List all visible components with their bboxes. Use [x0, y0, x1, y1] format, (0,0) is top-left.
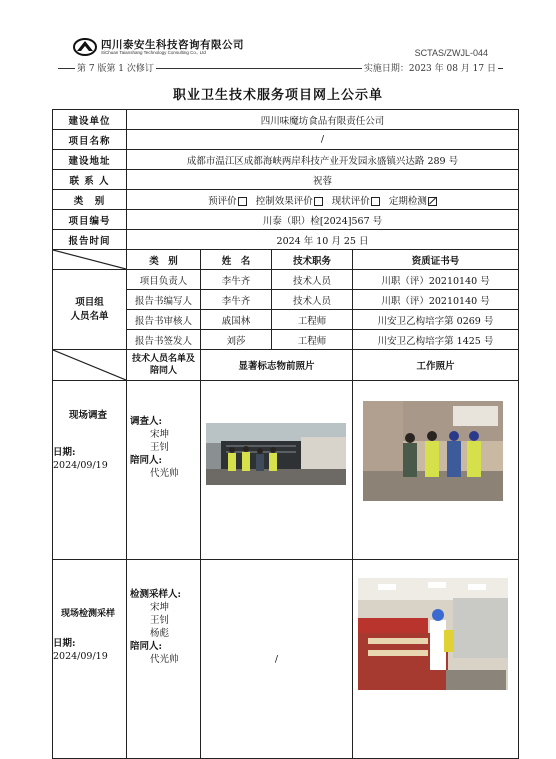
team-header-row [53, 250, 519, 270]
work-photo-header: 工作照片 [353, 350, 519, 381]
member-name: 刘莎 [201, 330, 272, 350]
unit-value: 四川味魔坊食品有限责任公司 [127, 110, 519, 130]
member-cert: 川职（评）20210140 号 [353, 270, 519, 290]
checkbox-control-evaluation[interactable] [314, 197, 323, 206]
survey-work-photo [363, 401, 503, 501]
investigator-label: 调查人: [130, 416, 163, 427]
edition-text: 第 7 版第 1 次修订 [75, 61, 156, 74]
sampling-date: 2024/09/19 [53, 651, 108, 662]
option-status-evaluation: 现状评价 [331, 195, 370, 207]
contact-value: 祝蓉 [127, 170, 519, 190]
survey-landmark-photo [206, 423, 346, 485]
team-row [53, 270, 519, 290]
sampling-work-photo-cell [353, 560, 519, 759]
team-header-role: 类 别 [127, 250, 201, 270]
sampling-work-photo [358, 578, 508, 690]
survey-label-cell [53, 381, 127, 560]
survey-landmark-photo-cell [201, 381, 353, 560]
sampling-date-label: 日期: [53, 638, 76, 649]
company-logo-icon [72, 37, 98, 57]
survey-work-photo-cell [353, 381, 519, 560]
companion-name: 代光帅 [150, 468, 179, 479]
company-name-en: SiChuan Taianshang Technology Consulting Co., Ltd [101, 50, 206, 55]
member-cert: 川职（评）20210140 号 [353, 290, 519, 310]
photo-header-row [53, 350, 519, 381]
team-header-name: 姓 名 [201, 250, 272, 270]
option-control-evaluation: 控制效果评价 [255, 195, 313, 207]
publicity-table [52, 109, 519, 759]
row-contact [53, 170, 519, 190]
option-pre-evaluation: 预评价 [208, 195, 237, 207]
checkbox-status-evaluation[interactable] [371, 197, 380, 206]
checkbox-periodic-detection[interactable] [428, 197, 437, 206]
member-cert: 川安卫乙构培字第 1425 号 [353, 330, 519, 350]
page-title: 职业卫生技术服务项目网上公示单 [172, 88, 383, 103]
sampling-staff-cell [127, 560, 201, 759]
option-periodic-detection: 定期检测 [388, 195, 427, 207]
member-role: 项目负责人 [127, 270, 201, 290]
contact-label: 联 系 人 [53, 170, 127, 190]
member-role: 报告书编写人 [127, 290, 201, 310]
unit-label: 建设单位 [53, 110, 127, 130]
sampler-name: 王钊 [150, 615, 170, 626]
sampling-label-cell [53, 560, 127, 759]
investigator-name: 宋坤 [150, 429, 170, 440]
member-name: 戚国林 [201, 310, 272, 330]
project-name-label: 项目名称 [53, 130, 127, 150]
diagonal-cell [53, 350, 127, 381]
survey-row [53, 381, 519, 560]
investigator-name: 王钊 [150, 442, 170, 453]
member-role: 报告书签发人 [127, 330, 201, 350]
category-label: 类 别 [53, 190, 127, 210]
company-name-cn: 四川泰安生科技咨询有限公司 [101, 39, 244, 51]
survey-staff-cell [127, 381, 201, 560]
report-time-value: 2024 年 10 月 25 日 [127, 230, 519, 250]
diagonal-cell [53, 250, 127, 270]
row-unit [53, 110, 519, 130]
diagonal-line [53, 250, 126, 269]
project-name-value: / [127, 130, 519, 150]
project-no-value: 川泰（职）检[2024]567 号 [127, 210, 519, 230]
team-group-label: 项目组 人员名单 [53, 270, 127, 350]
member-title: 技术人员 [272, 270, 353, 290]
row-project-name [53, 130, 519, 150]
member-cert: 川安卫乙构培字第 0269 号 [353, 310, 519, 330]
member-title: 工程师 [272, 310, 353, 330]
team-header-title: 技术职务 [272, 250, 353, 270]
survey-date-label: 日期: [53, 447, 76, 458]
row-category [53, 190, 519, 210]
survey-date: 2024/09/19 [53, 460, 108, 471]
companion-label: 陪同人: [130, 455, 163, 466]
member-role: 报告书审核人 [127, 310, 201, 330]
row-report-time [53, 230, 519, 250]
sampler-name: 杨彪 [150, 628, 170, 639]
member-title: 工程师 [272, 330, 353, 350]
document-number: SCTAS/ZWJL-044 [414, 48, 488, 58]
sampling-row [53, 560, 519, 759]
diagonal-line [53, 350, 126, 380]
staff-header: 技术人员名单及陪同人 [127, 350, 201, 381]
report-time-label: 报告时间 [53, 230, 127, 250]
landmark-photo-header: 显著标志物前照片 [201, 350, 353, 381]
survey-title: 现场调查 [68, 410, 107, 421]
sampling-landmark-cell: / [201, 560, 353, 759]
implement-date: 实施日期：2023 年 08 月 17 日 [362, 61, 498, 74]
document-header [0, 0, 556, 80]
team-header-cert: 资质证书号 [353, 250, 519, 270]
sampler-label: 检测采样人: [130, 589, 182, 600]
member-title: 技术人员 [272, 290, 353, 310]
member-name: 李牛齐 [201, 270, 272, 290]
address-value: 成都市温江区成都海峡两岸科技产业开发园永盛镇兴达路 289 号 [127, 150, 519, 170]
sampling-title: 现场检测采样 [60, 609, 115, 619]
category-options [127, 190, 519, 210]
sampler-name: 宋坤 [150, 602, 170, 613]
companion-label: 陪同人: [130, 641, 163, 652]
checkbox-pre-evaluation[interactable] [238, 197, 247, 206]
address-label: 建设地址 [53, 150, 127, 170]
companion-name: 代光帅 [150, 654, 179, 665]
row-project-no [53, 210, 519, 230]
member-name: 李牛齐 [201, 290, 272, 310]
row-address [53, 150, 519, 170]
project-no-label: 项目编号 [53, 210, 127, 230]
